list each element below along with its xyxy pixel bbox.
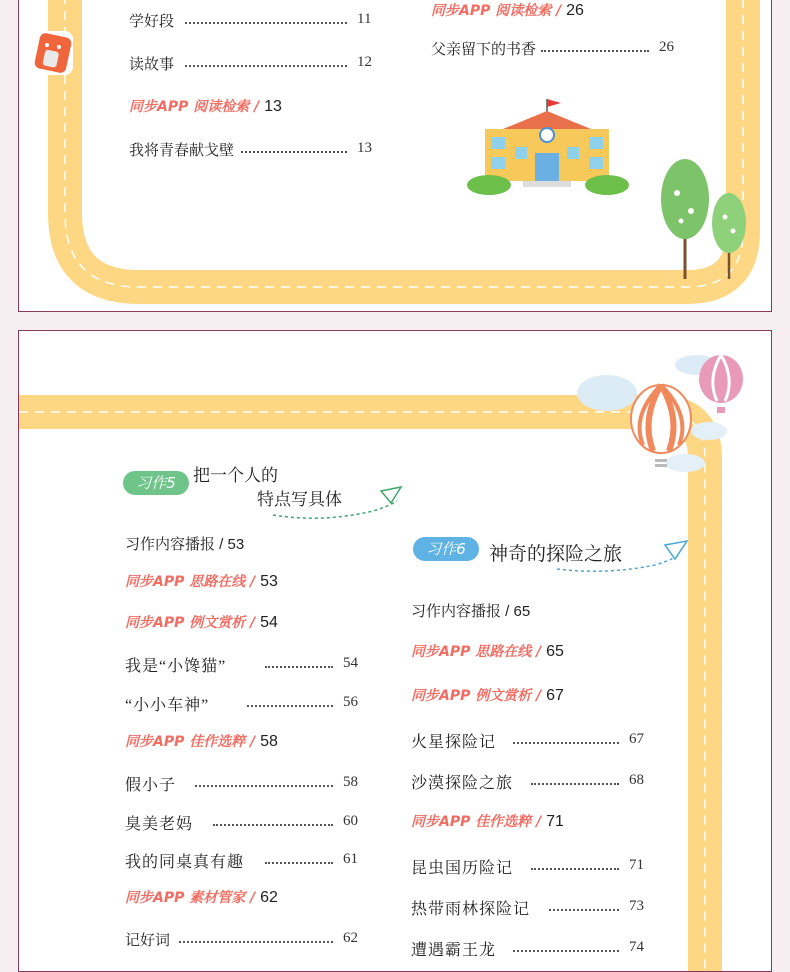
dot-leader — [185, 22, 347, 24]
toc-entry-title: “小小车神” — [125, 697, 210, 714]
toc-entry-title: 臭美老妈 — [125, 816, 194, 833]
dot-leader — [241, 151, 347, 153]
eraser-sticker-icon — [23, 23, 85, 85]
toc-entry-title: 我的同桌真有趣 — [125, 854, 245, 871]
page-number: 67 — [629, 731, 644, 747]
unit-badge-writing-5: 习作5 — [123, 471, 189, 495]
trees-icon — [659, 155, 759, 285]
unit-title-line1: 把一个人的 — [193, 466, 278, 486]
app-entry-label: 同步APP 例文赏析 — [411, 688, 532, 704]
dot-leader — [247, 705, 333, 707]
page-number: 11 — [357, 11, 372, 27]
app-entry-label: 同步APP 思路在线 — [125, 574, 246, 590]
dot-leader — [179, 941, 333, 943]
page-number: 26 — [659, 39, 674, 55]
toc-entry-title: 昆虫国历险记 — [411, 860, 514, 877]
page-number: 68 — [629, 772, 644, 788]
app-entry: 同步APP 佳作选粹 / 58 — [125, 733, 278, 750]
unit-title-line2: 特点写具体 — [257, 490, 342, 510]
page-number: 73 — [629, 898, 644, 914]
dot-leader — [531, 783, 619, 785]
app-entry: 同步APP 佳作选粹 / 71 — [411, 813, 564, 830]
page-number: 67 — [546, 687, 564, 704]
school-building-icon — [463, 95, 633, 205]
dot-leader — [531, 868, 619, 870]
dot-leader — [513, 742, 619, 744]
toc-entry-title: 记好词 — [125, 932, 171, 949]
toc-entry-title: 热带雨林探险记 — [411, 901, 531, 918]
dot-leader — [213, 824, 333, 826]
app-entry-label: 同步APP 阅读检索 — [431, 3, 552, 19]
dot-leader — [549, 909, 619, 911]
toc-entry-title: 父亲留下的书香 — [431, 41, 537, 58]
page-number: 56 — [343, 694, 358, 710]
page-number: 62 — [260, 889, 278, 906]
toc-entry-title: 我是“小馋猫” — [125, 658, 227, 675]
toc-entry: 习作内容播报 / 65 — [411, 603, 531, 620]
page-number: 54 — [260, 614, 278, 631]
page-number: 60 — [343, 813, 358, 829]
toc-entry-title: 习作内容播报 — [125, 536, 216, 553]
app-entry: 同步APP 素材管家 / 62 — [125, 889, 278, 906]
dot-leader — [265, 862, 333, 864]
toc-page-top — [18, 0, 772, 312]
toc-entry-title: 习作内容播报 — [411, 603, 502, 620]
toc-entry-title: 我将青春献戈壁 — [129, 142, 235, 159]
hot-air-balloon-icon — [625, 355, 765, 495]
toc-entry: 习作内容播报 / 53 — [125, 536, 245, 553]
dot-leader — [513, 950, 619, 952]
page-number: 54 — [343, 655, 358, 671]
page-number: 13 — [357, 140, 372, 156]
dot-leader — [195, 785, 333, 787]
app-entry: 同步APP 思路在线 / 53 — [125, 573, 278, 590]
app-entry-label: 同步APP 例文赏析 — [125, 615, 246, 631]
app-entry-label: 同步APP 阅读检索 — [129, 99, 250, 115]
page-number: 26 — [566, 2, 584, 19]
toc-entry-title: 沙漠探险之旅 — [411, 775, 514, 792]
app-entry: 同步APP 思路在线 / 65 — [411, 643, 564, 660]
unit-title: 神奇的探险之旅 — [489, 543, 623, 565]
paper-plane-icon — [547, 537, 727, 577]
toc-entry-title: 遭遇霸王龙 — [411, 942, 497, 959]
page-number: 12 — [357, 54, 372, 70]
page-number: 65 — [513, 603, 531, 620]
dot-leader — [541, 50, 649, 52]
dot-leader — [185, 65, 347, 67]
page-number: 53 — [227, 536, 245, 553]
toc-entry-title: 假小子 — [125, 777, 177, 794]
page-number: 53 — [260, 573, 278, 590]
page-number: 71 — [546, 813, 564, 830]
app-entry: 同步APP 阅读检索 / 13 — [129, 98, 282, 115]
app-entry-label: 同步APP 佳作选粹 — [411, 814, 532, 830]
app-entry-label: 同步APP 素材管家 — [125, 890, 246, 906]
toc-entry-title: 学好段 — [129, 13, 175, 30]
app-entry: 同步APP 例文赏析 / 67 — [411, 687, 564, 704]
page-number: 65 — [546, 643, 564, 660]
toc-entry-title: 读故事 — [129, 56, 175, 73]
app-entry: 同步APP 例文赏析 / 54 — [125, 614, 278, 631]
dot-leader — [265, 666, 333, 668]
page-number: 58 — [260, 733, 278, 750]
page-number: 13 — [264, 98, 282, 115]
toc-entry-title: 火星探险记 — [411, 734, 497, 751]
toc-page-writing — [18, 330, 772, 972]
page-number: 58 — [343, 774, 358, 790]
page-number: 62 — [343, 930, 358, 946]
unit-badge-writing-6: 习作6 — [413, 537, 479, 561]
app-entry-label: 同步APP 思路在线 — [411, 644, 532, 660]
paper-plane-icon — [263, 483, 443, 523]
page-number: 71 — [629, 857, 644, 873]
page-number: 74 — [629, 939, 644, 955]
page-number: 61 — [343, 851, 358, 867]
app-entry: 同步APP 阅读检索 / 26 — [431, 2, 584, 19]
app-entry-label: 同步APP 佳作选粹 — [125, 734, 246, 750]
